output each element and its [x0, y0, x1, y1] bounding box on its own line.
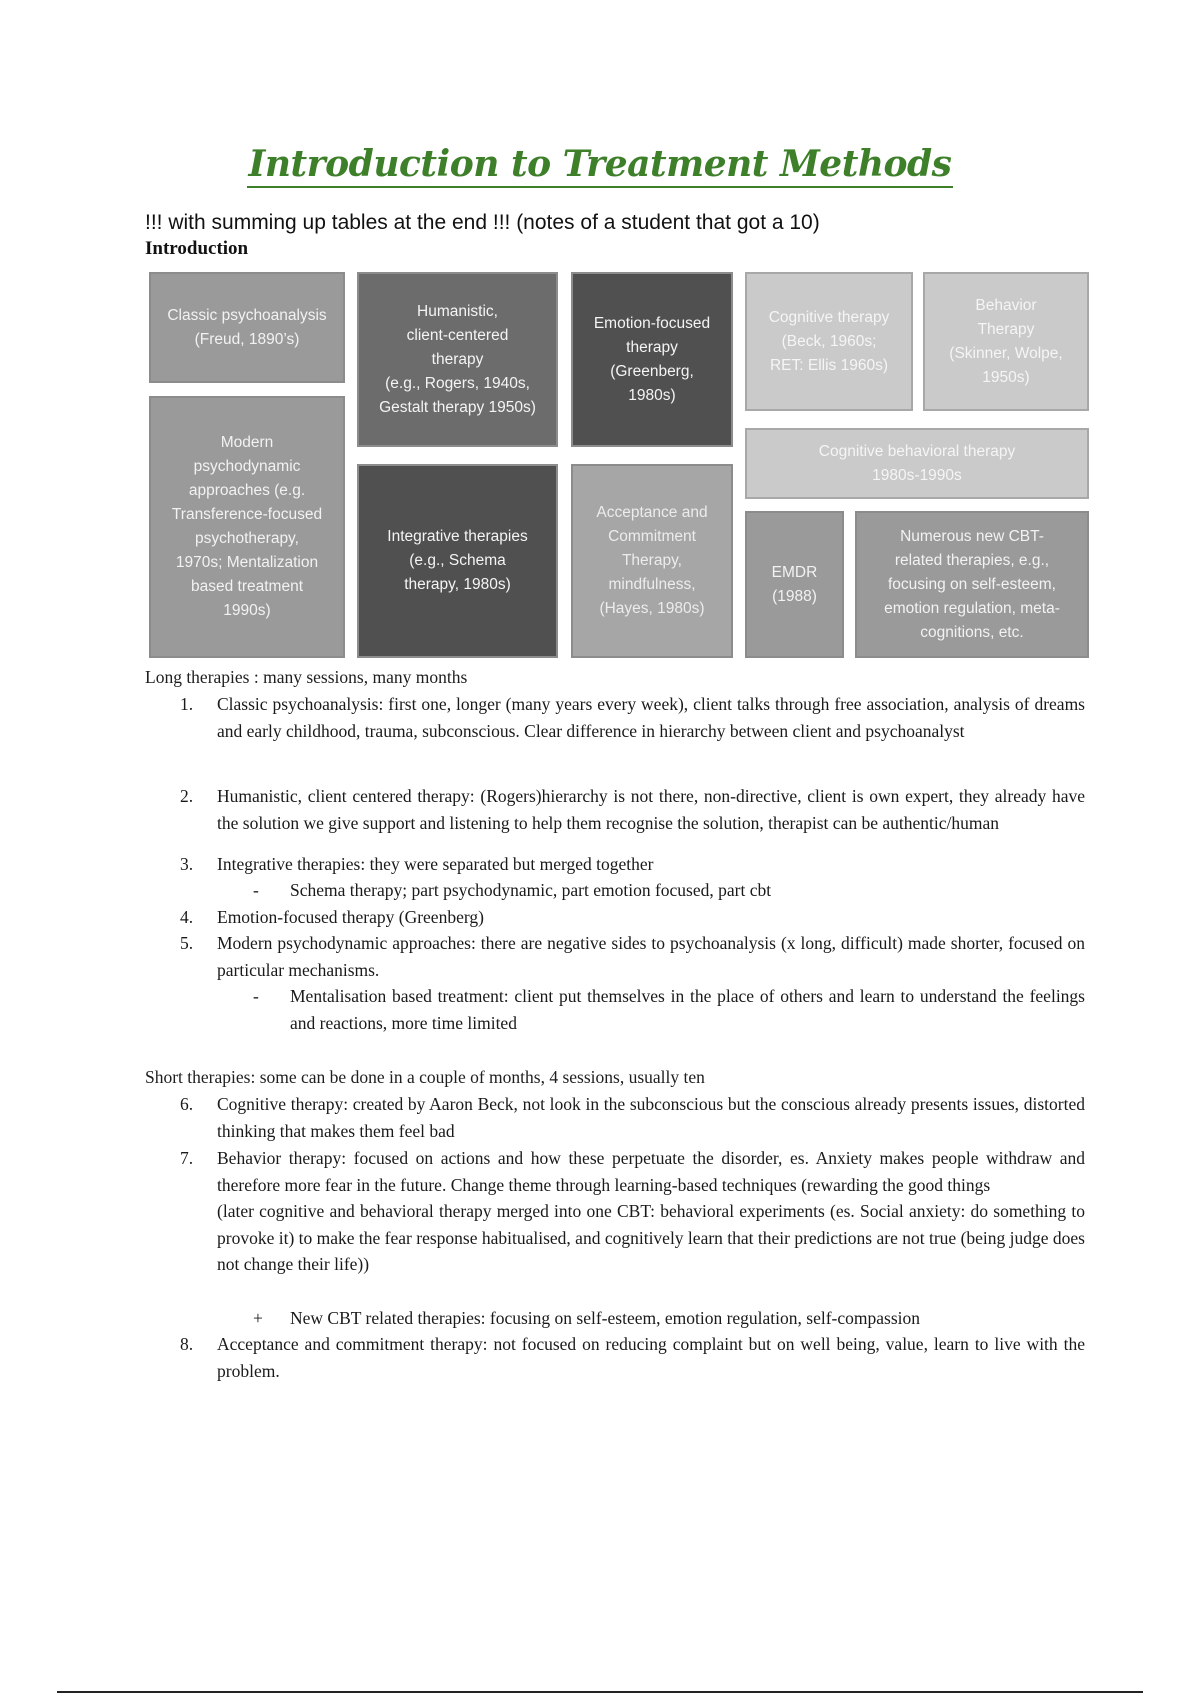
box-acceptance-commitment: Acceptance and Commitment Therapy, mindfulness, (Hayes, 1980s)	[571, 464, 733, 658]
box-cognitive-therapy: Cognitive therapy (Beck, 1960s; RET: Ellis 1960s)	[745, 272, 913, 411]
footer-divider	[57, 1691, 1143, 1693]
list-item: 8. Acceptance and commitment therapy: not focused on reducing complaint but on well being, value, learn to live with the problem.	[180, 1334, 1085, 1381]
short-therapies-heading: Short therapies: some can be done in a couple of months, 4 sessions, usually ten	[145, 1067, 705, 1087]
page-title: Introduction to Treatment Methods	[0, 143, 1200, 185]
list-item: 5. Modern psychodynamic approaches: there are negative sides to psychoanalysis (x long, difficult) made shorter, focused on particular mechanisms.	[180, 933, 1085, 980]
list-item: 6. Cognitive therapy: created by Aaron Beck, not look in the subconscious but the conscious already presents issues, distorted thinking that makes them feel bad	[180, 1094, 1085, 1141]
box-cognitive-behavioral: Cognitive behavioral therapy 1980s-1990s	[745, 428, 1089, 499]
introduction-heading: Introduction	[145, 238, 249, 259]
box-emdr: EMDR (1988)	[745, 511, 844, 658]
box-modern-psychodynamic: Modern psychodynamic approaches (e.g. Transference-focused psychotherapy, 1970s; Mentalization based treatment 1990s)	[149, 396, 345, 658]
sub-item: - Schema therapy; part psychodynamic, part emotion focused, part cbt	[253, 880, 772, 900]
long-therapies-heading: Long therapies : many sessions, many months	[145, 667, 468, 687]
box-emotion-focused: Emotion-focused therapy (Greenberg, 1980s)	[571, 272, 733, 447]
box-humanistic: Humanistic, client-centered therapy (e.g., Rogers, 1940s, Gestalt therapy 1950s)	[357, 272, 558, 447]
list-item: 1. Classic psychoanalysis: first one, longer (many years every week), client talks through free association, analysis of dreams and early childhood, trauma, subconscious. Clear difference in hierarchy between client and psychoanalyst	[180, 694, 1085, 741]
list-item: 3. Integrative therapies: they were separated but merged together	[180, 854, 654, 874]
subtitle: !!! with summing up tables at the end !!! (notes of a student that got a 10)	[145, 211, 820, 234]
sub-item: - Mentalisation based treatment: client put themselves in the place of others and learn to understand the feelings and reactions, more time limited	[253, 986, 1085, 1033]
box-new-cbt: Numerous new CBT- related therapies, e.g., focusing on self-esteem, emotion regulation, meta- cognitions, etc.	[855, 511, 1089, 658]
list-item: 7. Behavior therapy: focused on actions and how these perpetuate the disorder, es. Anxiety makes people withdraw and therefore more fear in the future. Change theme through learning-based techniques (rewarding the good things (later cognitive and behavioral therapy merged into one CBT: behavioral experiments (es. Social anxiety: do something to provoke it) to make the fear response habitualised, and cognitively learn that their predictions are not true (being judge does not change their life))	[180, 1148, 1085, 1274]
sub-item: + New CBT related therapies: focusing on self-esteem, emotion regulation, self-compassion	[253, 1308, 920, 1328]
box-classic-psychoanalysis: Classic psychoanalysis (Freud, 1890’s)	[149, 272, 345, 383]
list-item: 2. Humanistic, client centered therapy: (Rogers)hierarchy is not there, non-directive, client is own expert, they already have the solution we give support and listening to help them recognise the solution, therapist can be authentic/human	[180, 786, 1085, 833]
box-behavior-therapy: Behavior Therapy (Skinner, Wolpe, 1950s)	[923, 272, 1089, 411]
list-item: 4. Emotion-focused therapy (Greenberg)	[180, 907, 484, 927]
box-integrative: Integrative therapies (e.g., Schema therapy, 1980s)	[357, 464, 558, 658]
